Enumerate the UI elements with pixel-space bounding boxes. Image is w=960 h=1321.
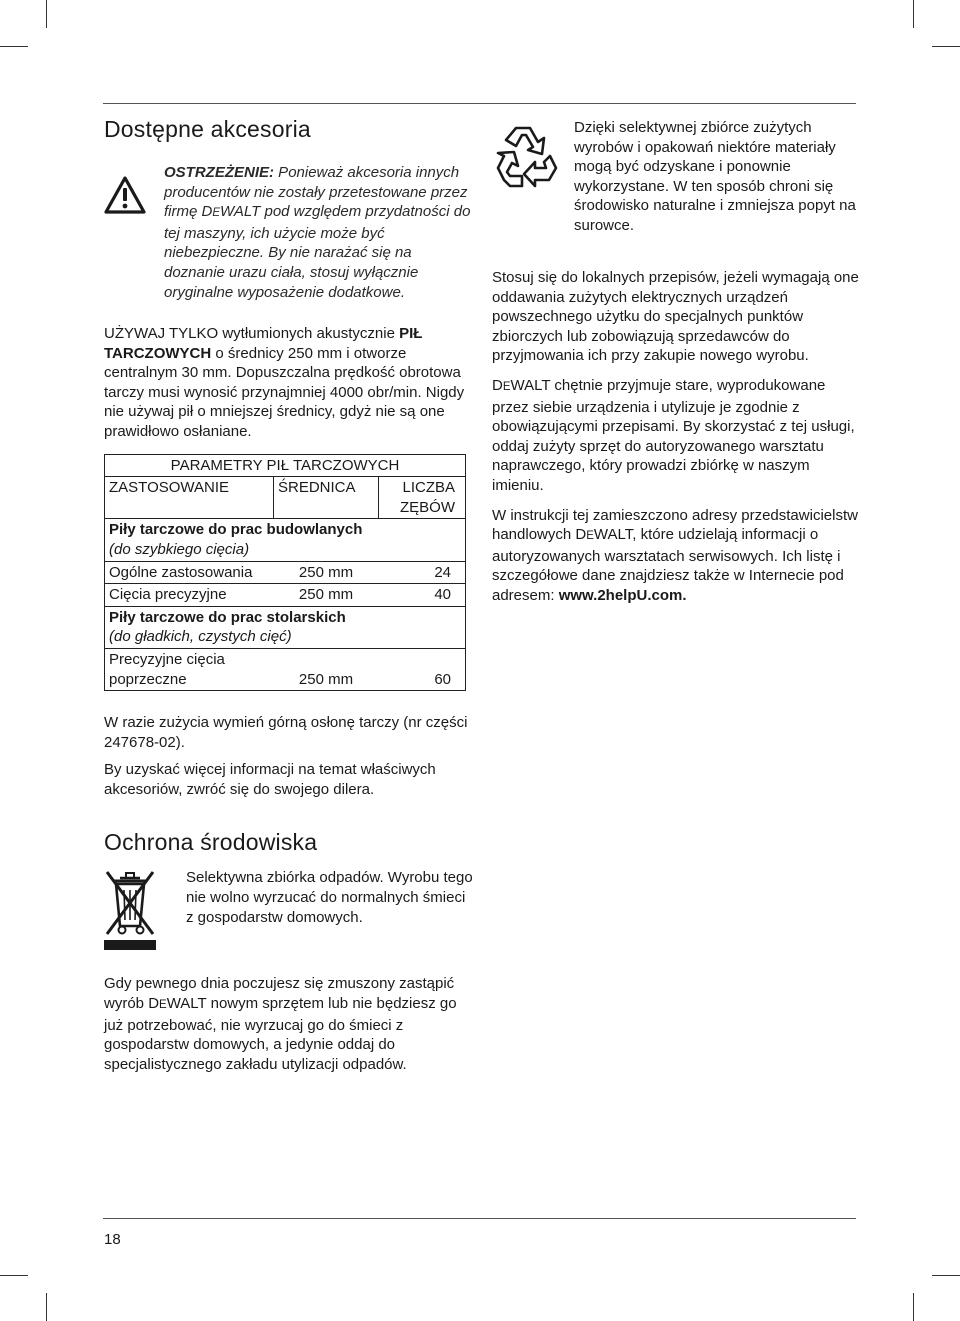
separate-collection-text: Selektywna zbiórka odpadów. Wyrobu tego nie wolno wyrzucać do normalnych śmieci z gospodarstw domowych. xyxy=(186,869,473,926)
left-column xyxy=(104,116,474,1074)
crossed-bin-icon xyxy=(104,868,156,950)
warning-label: OSTRZEŻENIE: xyxy=(164,164,275,181)
top-rule xyxy=(103,103,856,104)
table-group-row xyxy=(105,606,466,648)
recycling-block xyxy=(492,118,862,258)
table-row xyxy=(105,648,466,690)
local-regulations-text: Stosuj się do lokalnych przepisów, jeżeli wymagają one oddawania zużytych elektrycznych urządzeń powszechnego użytku do specjalnych punktów zbiorczych lub zobowiązują sprzedawców do przyjmowania ich przy zakupie nowego wyrobu. xyxy=(492,269,859,365)
warning-text: OSTRZEŻENIE: Ponieważ akcesoria innych producentów nie zostały przetestowane przez firmę DEWALT pod względem przydatności do tej maszyny, ich użycie może być niebezpieczne. By nie narażać się na doznanie urazu ciała, stosuj wyłącznie oryginalne wyposażenie dodatkowe. xyxy=(164,164,471,301)
brand-name: DEWALT xyxy=(148,995,207,1013)
group-subtitle: (do gładkich, czystych cięć) xyxy=(109,628,292,646)
brand-name: DEWALT xyxy=(492,376,551,394)
header-application: ZASTOSOWANIE xyxy=(105,477,274,519)
table-header-row xyxy=(105,477,466,519)
warning-triangle-icon xyxy=(104,176,146,214)
table-row xyxy=(105,561,466,584)
bottom-rule xyxy=(103,1218,856,1219)
separate-collection-block xyxy=(104,868,474,962)
crop-mark xyxy=(932,46,960,47)
service-website-link[interactable]: www.2helpU.com. xyxy=(558,586,687,604)
take-back-text: DEWALT chętnie przyjmuje stare, wyprodukowane przez siebie urządzenia i utylizuje je zgodnie z obowiązującymi przepisami. By skorzystać z tej usługi, oddaj zużyty sprzęt do autoryzowanego warsztatu naprawczego, który prowadzi zbiórkę w naszym imieniu. xyxy=(492,376,855,494)
brand-name: DEWALT xyxy=(201,203,261,221)
group-title: Piły tarczowe do prac stolarskich xyxy=(109,608,346,626)
brand-name: DEWALT xyxy=(575,526,633,544)
cell-teeth: 24 xyxy=(379,561,466,584)
table-title: PARAMETRY PIŁ TARCZOWYCH xyxy=(105,454,466,477)
group-title: Piły tarczowe do prac budowlanych xyxy=(109,521,363,539)
accessory-notes xyxy=(104,713,474,799)
cell-diameter: 250 mm xyxy=(274,561,379,584)
cell-application: Ogólne zastosowania xyxy=(105,561,274,584)
cell-application: Cięcia precyzyjne xyxy=(105,584,274,607)
cell-diameter: 250 mm xyxy=(274,648,379,690)
cell-teeth: 40 xyxy=(379,584,466,607)
group-subtitle: (do szybkiego cięcia) xyxy=(109,540,250,558)
cell-diameter: 250 mm xyxy=(274,584,379,607)
crop-mark xyxy=(46,1293,47,1321)
blade-requirements: UŻYWAJ TYLKO wytłumionych akustycznie PIŁ TARCZOWYCH o średnicy 250 mm i otworze centralnym 30 mm. Dopuszczalna prędkość obrotowa tarczy musi wynosić przynajmniej 4000 obr/min. Nigdy nie używaj pił o mniejszej średnicy, gdyż nie są one prawidłowo osłaniane. xyxy=(104,325,465,440)
crop-mark xyxy=(913,1293,914,1321)
table-group-row xyxy=(105,519,466,561)
crop-mark xyxy=(932,1275,960,1276)
warning-block xyxy=(104,163,474,311)
dealer-note: By uzyskać więcej informacji na temat właściwych akcesoriów, zwróć się do swojego dilera. xyxy=(104,761,436,798)
header-diameter: ŚREDNICA xyxy=(274,477,379,519)
cell-teeth: 60 xyxy=(379,648,466,690)
environment-heading: Ochrona środowiska xyxy=(104,829,318,856)
disposal-instructions: Gdy pewnego dnia poczujesz się zmuszony zastąpić wyrób DEWALT nowym sprzętem lub nie będziesz go już potrzebować, nie wyrzucaj go do śmieci z gospodarstw domowych, a jedynie oddaj do specjalistycznego zakładu utylizacji odpadów. xyxy=(104,975,457,1073)
recycle-icon xyxy=(492,122,562,188)
page-number: 18 xyxy=(104,1231,121,1248)
header-teeth: LICZBA ZĘBÓW xyxy=(379,477,466,519)
right-column xyxy=(492,118,862,606)
guard-note: W razie zużycia wymień górną osłonę tarczy (nr części 247678-02). xyxy=(104,714,468,751)
crop-mark xyxy=(0,1275,28,1276)
cell-application: Precyzyjne cięcia poprzeczne xyxy=(105,648,274,690)
table-row xyxy=(105,584,466,607)
crop-mark xyxy=(46,0,47,28)
recycling-text: Dzięki selektywnej zbiórce zużytych wyrobów i opakowań niektóre materiały mogą być odzyskane i ponownie wykorzystane. W ten sposób chroni się środowisko naturalne i zmniejsza popyt na surowce. xyxy=(574,119,856,234)
crop-mark xyxy=(0,46,28,47)
accessories-heading: Dostępne akcesoria xyxy=(104,116,311,142)
blade-parameters-table xyxy=(104,454,466,692)
service-addresses-text: W instrukcji tej zamieszczono adresy przedstawicielstw handlowych DEWALT, które udzielają informacji o autoryzowanych warsztatach serwisowych. Ich listę i szczegółowe dane znajdziesz także w Internecie pod adresem: www.2helpU.com. xyxy=(492,506,858,604)
crop-mark xyxy=(913,0,914,28)
